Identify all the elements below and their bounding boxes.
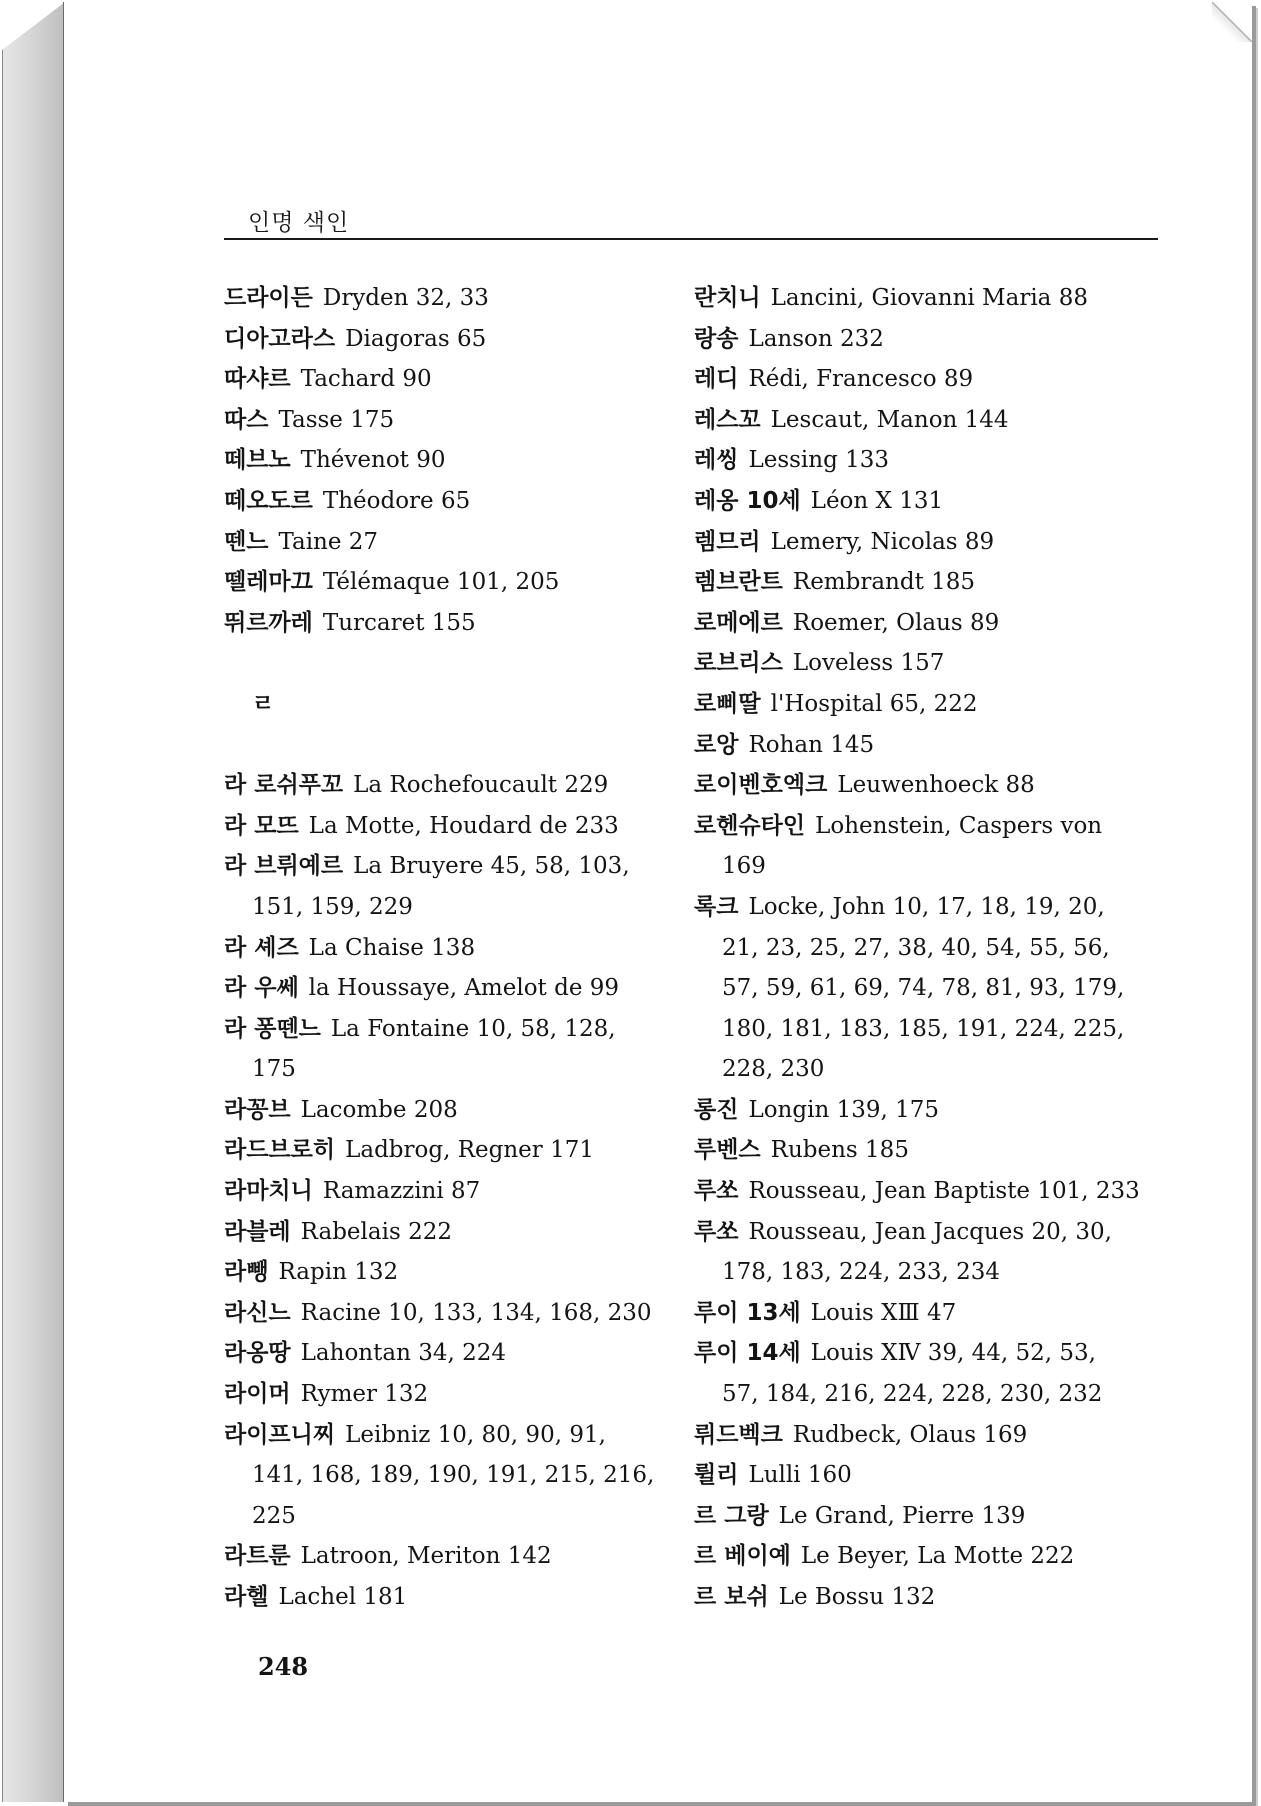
korean-name: 뗀느 [224,528,269,555]
entry-text: Loveless 157 [792,650,945,677]
entry-text: Rousseau, Jean Baptiste 101, 233 [748,1178,1140,1205]
index-entry [694,1577,1164,1618]
korean-name: 롱진 [694,1096,739,1123]
entry-continuation: 228, 230 [722,1056,825,1083]
index-entry [694,643,1164,684]
korean-name: 라 모뜨 [224,812,299,839]
index-entry [694,400,1164,441]
korean-name: 랑송 [694,325,739,352]
index-entry [694,603,1164,644]
entry-text: Locke, John 10, 17, 18, 19, 20, [748,893,1105,920]
korean-name: 떼브노 [224,447,291,474]
korean-name: 루벤스 [694,1137,761,1164]
index-entry [224,846,664,887]
korean-name: 따스 [224,406,269,433]
index-entry [694,765,1164,806]
index-entry [224,1009,664,1050]
korean-name: 라꽁브 [224,1096,291,1123]
index-entry [694,1130,1164,1171]
page-number: 248 [258,1652,309,1681]
entry-text: Rédi, Francesco 89 [748,366,974,393]
entry-text: Latroon, Meriton 142 [300,1543,552,1570]
entry-continuation: 175 [252,1056,296,1083]
entry-text: Rabelais 222 [300,1218,452,1245]
index-entry [224,1536,664,1577]
index-entry [224,1212,664,1253]
index-entry [694,1333,1164,1374]
entry-text: Tachard 90 [300,366,432,393]
header-rule [224,238,1158,240]
entry-text: Rubens 185 [770,1137,909,1164]
entry-text: Rymer 132 [300,1381,429,1408]
index-entry [694,1171,1164,1212]
entry-continuation: 57, 184, 216, 224, 228, 230, 232 [722,1381,1103,1408]
entry-text: Léon Ⅹ 131 [810,487,944,514]
index-entry [224,1577,664,1618]
index-entry [224,359,664,400]
entry-text: Diagoras 65 [345,325,487,352]
entry-continuation: 21, 23, 25, 27, 38, 40, 54, 55, 56, [722,934,1110,961]
index-entry [224,1374,664,1415]
entry-text: Turcaret 155 [322,609,476,636]
entry-text: Télémaque 101, 205 [322,569,560,596]
korean-name: 로삐딸 [694,690,761,717]
entry-continuation: 169 [722,853,766,880]
index-entry [694,1090,1164,1131]
index-entry [694,278,1164,319]
index-entry [694,806,1164,847]
korean-name: 라마치니 [224,1178,313,1205]
entry-text: La Motte, Houdard de 233 [308,812,619,839]
entry-text: Lancini, Giovanni Maria 88 [770,285,1088,311]
entry-text: Lulli 160 [748,1462,852,1489]
korean-name: 로이벤호엑크 [694,772,828,799]
korean-name: 레씽 [694,447,739,474]
index-entry [224,522,664,563]
entry-text: Longin 139, 175 [748,1096,939,1123]
index-entry [224,1130,664,1171]
entry-text: Théodore 65 [322,487,471,514]
entry-text: Lescaut, Manon 144 [770,406,1009,433]
index-entry [224,319,664,360]
korean-name: 라뺑 [224,1259,269,1286]
korean-name: 떼오도르 [224,487,313,514]
entry-text: La Bruyere 45, 58, 103, [353,853,630,880]
korean-name: 라헬 [224,1584,269,1610]
entry-text: La Chaise 138 [308,934,476,961]
running-head: 인명 색인 [248,210,350,236]
entry-text: Le Beyer, La Motte 222 [800,1543,1075,1570]
korean-name: 라 셰즈 [224,934,299,961]
index-entry [694,1536,1164,1577]
entry-text: Leuwenhoeck 88 [837,772,1035,799]
korean-name: 라이머 [224,1381,291,1408]
korean-name: 렘므리 [694,528,761,555]
korean-name: 로브리스 [694,650,783,677]
korean-name: 라트룬 [224,1543,291,1570]
entry-text: Lacombe 208 [300,1096,458,1123]
entry-continuation: 57, 59, 61, 69, 74, 78, 81, 93, 179, [722,975,1125,1002]
section-letter: ㄹ [252,690,275,717]
entry-text: Lachel 181 [278,1584,408,1610]
entry-text: Racine 10, 133, 134, 168, 230 [300,1299,652,1326]
section-gap [224,725,664,766]
index-entry [224,968,664,1009]
korean-name: 레디 [694,366,739,393]
index-entry [224,278,664,319]
section-gap [224,643,664,684]
korean-name: 르 그랑 [694,1502,769,1529]
korean-name: 라 로쉬푸꼬 [224,772,344,799]
entry-text: Lanson 232 [748,325,884,352]
korean-name: 란치니 [694,285,761,311]
entry-text: Rapin 132 [278,1259,399,1286]
entry-text: Rousseau, Jean Jacques 20, 30, [748,1218,1112,1245]
korean-name: 레옹 10세 [694,487,801,514]
index-entry [694,1455,1164,1496]
korean-name: 르 보쉬 [694,1584,769,1610]
entry-text: Dryden 32, 33 [322,285,489,311]
entry-text: Lahontan 34, 224 [300,1340,506,1367]
entry-continuation: 178, 183, 224, 233, 234 [722,1259,1000,1286]
entry-text: Louis ⅩⅢ 47 [810,1299,957,1326]
entry-text: Taine 27 [278,528,379,555]
index-entry [694,1496,1164,1537]
korean-name: 뤼드벡크 [694,1421,783,1448]
entry-text: l'Hospital 65, 222 [770,690,978,717]
entry-text: Lemery, Nicolas 89 [770,528,995,555]
index-column-right [694,278,1164,1618]
index-entry [694,1415,1164,1456]
entry-text: Rembrandt 185 [792,569,976,596]
entry-text: Le Grand, Pierre 139 [778,1502,1026,1529]
entry-text: Rudbeck, Olaus 169 [792,1421,1028,1448]
entry-continuation: 225 [252,1502,296,1529]
index-entry [694,725,1164,766]
korean-name: 륄리 [694,1462,739,1489]
index-entry [694,1212,1164,1253]
index-entry [224,400,664,441]
index-entry [224,562,664,603]
korean-name: 로메에르 [694,609,783,636]
index-entry [224,1252,664,1293]
index-entry [224,1333,664,1374]
entry-text: Tasse 175 [278,406,395,433]
entry-text: Lohenstein, Caspers von [815,812,1103,839]
index-entry [694,1293,1164,1334]
korean-name: 라블레 [224,1218,291,1245]
entry-text: la Houssaye, Amelot de 99 [308,975,620,1002]
korean-name: 록크 [694,893,739,920]
korean-name: 라 우쎄 [224,975,299,1002]
entry-text: Ramazzini 87 [322,1178,481,1205]
korean-name: 뗄레마끄 [224,569,313,596]
entry-text: Leibniz 10, 80, 90, 91, [345,1421,606,1448]
entry-continuation: 141, 168, 189, 190, 191, 215, 216, [252,1462,655,1489]
index-entry [224,481,664,522]
book-spine [2,2,65,1802]
index-entry [224,1090,664,1131]
korean-name: 라신느 [224,1299,291,1326]
entry-continuation: 151, 159, 229 [252,893,413,920]
index-entry [224,440,664,481]
korean-name: 라옹땅 [224,1340,291,1367]
entry-text: Lessing 133 [748,447,890,474]
index-entry [694,481,1164,522]
korean-name: 뛰르까레 [224,609,313,636]
korean-name: 렘브란트 [694,569,783,596]
index-entry [694,319,1164,360]
korean-name: 디아고라스 [224,325,336,352]
korean-name: 루쏘 [694,1178,739,1205]
korean-name: 라드브로히 [224,1137,336,1164]
entry-text: Roemer, Olaus 89 [792,609,1000,636]
entry-text: Ladbrog, Regner 171 [345,1137,594,1164]
entry-text: Le Bossu 132 [778,1584,936,1610]
korean-name: 로앙 [694,731,739,758]
korean-name: 드라이든 [224,285,313,311]
entry-continuation: 180, 181, 183, 185, 191, 224, 225, [722,1015,1125,1042]
index-entry [694,887,1164,928]
korean-name: 레스꼬 [694,406,761,433]
index-entry [694,562,1164,603]
entry-text: Rohan 145 [748,731,875,758]
index-entry [224,928,664,969]
entry-text: La Rochefoucault 229 [353,772,609,799]
korean-name: 루이 14세 [694,1340,801,1367]
index-entry [224,806,664,847]
index-entry [694,522,1164,563]
entry-text: La Fontaine 10, 58, 128, [330,1015,616,1042]
book-page [64,2,1252,1802]
korean-name: 르 베이예 [694,1543,791,1570]
korean-name: 라 브뤼예르 [224,853,344,880]
index-entry [224,603,664,644]
korean-name: 라 퐁뗀느 [224,1015,321,1042]
index-entry [694,684,1164,725]
index-column-left [224,278,664,1618]
korean-name: 따샤르 [224,366,291,393]
index-entry [224,765,664,806]
index-entry [224,1293,664,1334]
index-entry [224,1171,664,1212]
korean-name: 로헨슈타인 [694,812,806,839]
entry-text: Thévenot 90 [300,447,446,474]
index-entry [694,440,1164,481]
entry-text: Louis ⅩⅣ 39, 44, 52, 53, [810,1340,1096,1367]
page-corner [1212,2,1252,42]
index-entry [694,359,1164,400]
korean-name: 라이프니찌 [224,1421,336,1448]
korean-name: 루쏘 [694,1218,739,1245]
index-entry [224,1415,664,1456]
korean-name: 루이 13세 [694,1299,801,1326]
